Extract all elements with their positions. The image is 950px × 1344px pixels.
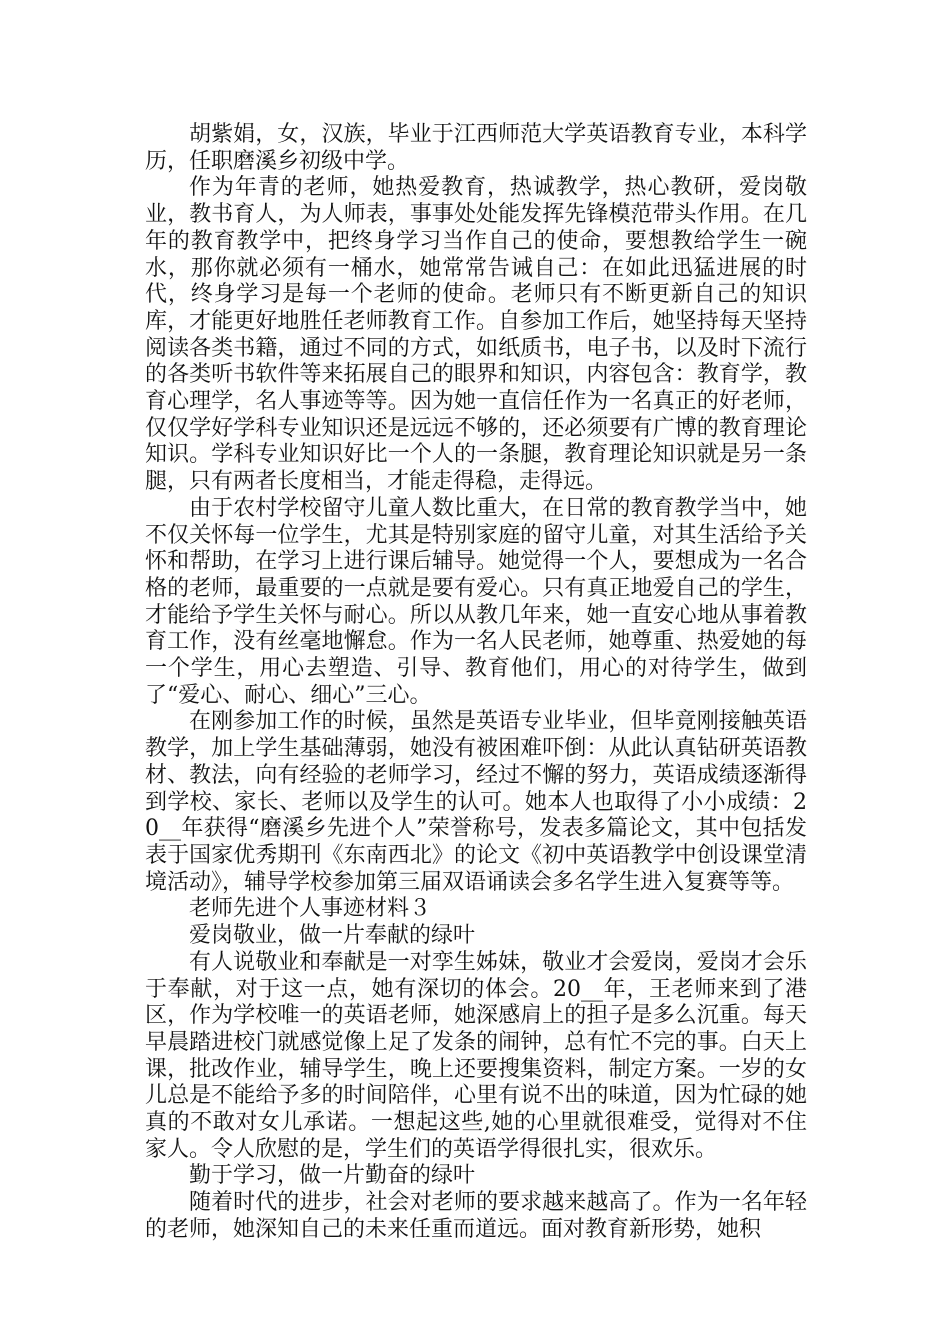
subheading-diligence: 勤于学习，做一片勤奋的绿叶 bbox=[189, 1163, 476, 1189]
subheading-dedication: 爱岗敬业，做一片奉献的绿叶 bbox=[189, 923, 476, 949]
paragraph-left-behind-children: 由于农村学校留守儿童人数比重大，在日常的教育教学当中，她不仅关怀每一位学生，尤其是特别家庭的留守儿童，对其生活给予关怀和帮助，在学习上进行课后辅导。她觉得一个人，要想成为一名合格的老师，最重要的一点就是要有爱心。只有真正地爱自己的学生，才能给予学生关怀与耐心。所以从教几年来，她一直安心地从事着教育工作，没有丝毫地懈怠。作为一名人民老师，她尊重、热爱她的每一个学生，用心去塑造、引导、教育他们，用心的对待学生，做到了“爱心、耐心、细心”三心。 bbox=[145, 495, 807, 708]
paragraph-lifelong-learning: 作为年青的老师，她热爱教育，热诚教学，热心教研，爱岗敬业，教书育人，为人师表，事事处处能发挥先锋模范带头作用。在几年的教育教学中，把终身学习当作自己的使命，要想教给学生一碗水，那你就必须有一桶水，她常常告诫自己：在如此迅猛进展的时代，终身学习是每一个老师的使命。老师只有不断更新自己的知识库，才能更好地胜任老师教育工作。自参加工作后，她坚持每天坚持阅读各类书籍，通过不同的方式，如纸质书，电子书，以及时下流行的各类听书软件等来拓展自己的眼界和知识，内容包含：教育学，教育心理学，名人事迹等等。因为她一直信任作为一名真正的好老师，仅仅学好学科专业知识还是远远不够的，还必须要有广博的教育理论知识。学科专业知识好比一个人的一条腿，教育理论知识就是另一条腿，只有两者长度相当，才能走得稳，走得远。 bbox=[145, 175, 807, 495]
paragraph-dedication: 有人说敬业和奉献是一对孪生姊妹，敬业才会爱岗，爱岗才会乐于奉献，对于这一点，她有深切的体会。20__年，王老师来到了港区，作为学校唯一的英语老师，她深感肩上的担子是多么沉重。每天早晨踏进校门就感觉像上足了发条的闹钟，总有忙不完的事。白天上课，批改作业，辅导学生，晚上还要搜集资料，制定方案。一岁的女儿总是不能给予多的时间陪伴，心里有说不出的味道，因为忙碌的她真的不敢对女儿承诺。一想起这些,她的心里就很难受，觉得对不住家人。令人欣慰的是，学生们的英语学得很扎实，很欢乐。 bbox=[145, 949, 807, 1162]
document-body bbox=[145, 122, 807, 1244]
paragraph-intro: 胡紫娟，女，汉族，毕业于江西师范大学英语教育专业，本科学历，任职磨溪乡初级中学。 bbox=[145, 122, 807, 174]
paragraph-diligence: 随着时代的进步，社会对老师的要求越来越高了。作为一名年轻的老师，她深知自己的未来任重而道远。面对教育新形势，她积 bbox=[145, 1190, 807, 1242]
paragraph-achievements: 在刚参加工作的时候，虽然是英语专业毕业，但毕竟刚接触英语教学，加上学生基础薄弱，她没有被困难吓倒：从此认真钻研英语教材、教法，向有经验的老师学习，经过不懈的努力，英语成绩逐渐得到学校、家长、老师以及学生的认可。她本人也取得了小小成绩：20__年获得“磨溪乡先进个人”荣誉称号，发表多篇论文，其中包括发表于国家优秀期刊《东南西北》的论文《初中英语教学中创设课堂清境活动》，辅导学校参加第三届双语诵读会多名学生进入复赛等等。 bbox=[145, 709, 807, 895]
section-heading: 老师先进个人事迹材料３ bbox=[189, 896, 432, 922]
